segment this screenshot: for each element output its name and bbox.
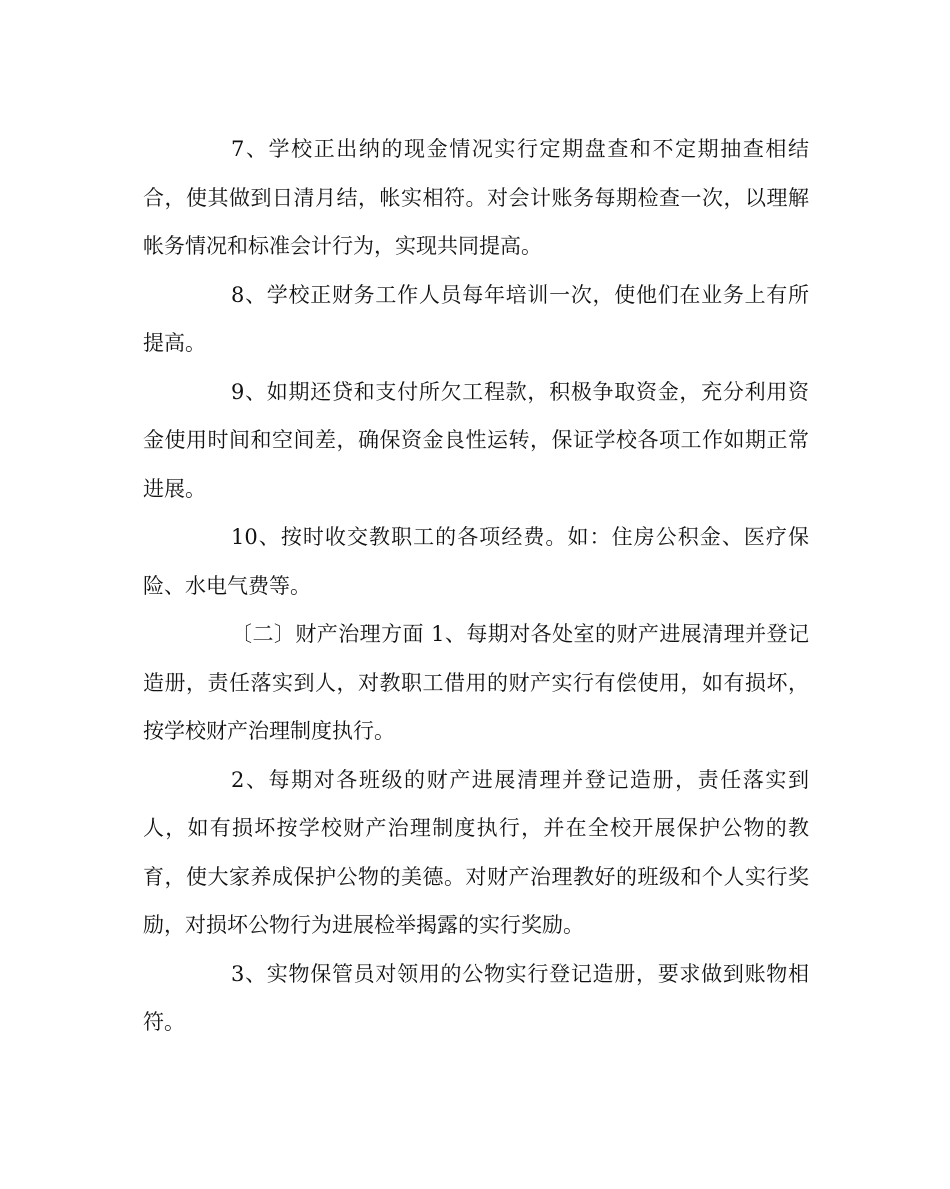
paragraph-7-cash-audit: 7、学校正出纳的现金情况实行定期盘查和不定期抽查相结合，使其做到日清月结，帐实相符。对会计账务每期检查一次，以理解帐务情况和标准会计行为，实现共同提高。: [143, 137, 809, 258]
paragraph-10-fee-collection: 10、按时收交教职工的各项经费。如：住房公积金、医疗保险、水电气费等。: [143, 525, 809, 598]
document-body: [143, 125, 809, 1047]
paragraph-property-management-1: 〔二〕财产治理方面 1、每期对各处室的财产进展清理并登记造册，责任落实到人，对教职工借用的财产实行有偿使用，如有损坏，按学校财产治理制度执行。: [143, 622, 809, 743]
paragraph-9-loan-repayment: 9、如期还贷和支付所欠工程款，积极争取资金，充分利用资金使用时间和空间差，确保资金良性运转，保证学校各项工作如期正常进展。: [143, 379, 809, 501]
paragraph-8-staff-training: 8、学校正财务工作人员每年培训一次，使他们在业务上有所提高。: [143, 282, 809, 355]
paragraph-property-management-3: 3、实物保管员对领用的公物实行登记造册，要求做到账物相符。: [143, 961, 809, 1034]
paragraph-property-management-2: 2、每期对各班级的财产进展清理并登记造册，责任落实到人，如有损坏按学校财产治理制度执行，并在全校开展保护公物的教育，使大家养成保护公物的美德。对财产治理教好的班级和个人实行奖励，对损坏公物行为进展检举揭露的实行奖励。: [143, 767, 809, 937]
